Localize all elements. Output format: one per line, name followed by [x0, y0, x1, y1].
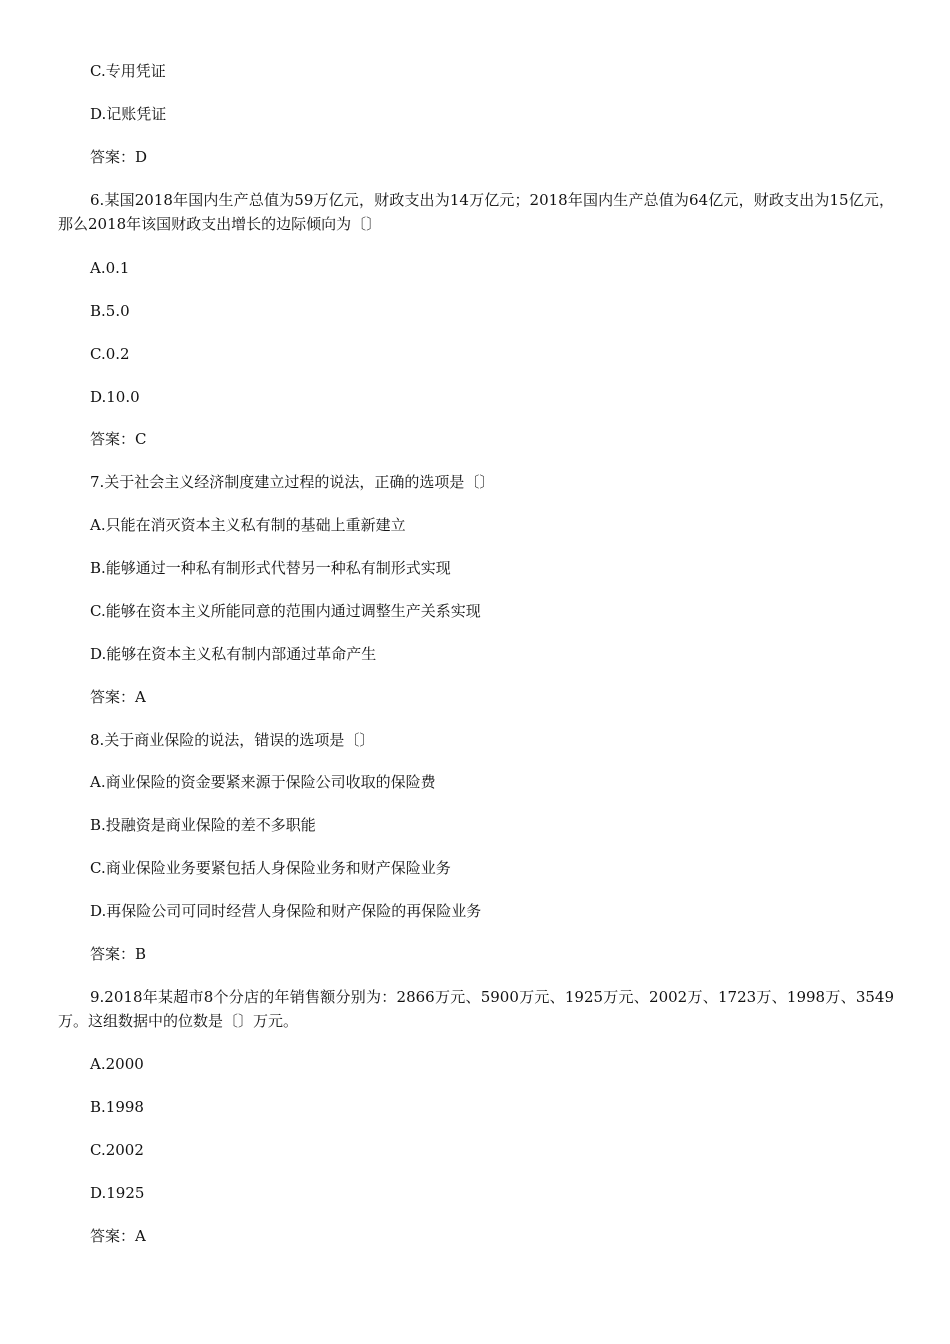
- q6-option-d: D.10.0: [90, 388, 140, 406]
- q9-option-b: B.1998: [90, 1098, 144, 1116]
- q7-question: 7.关于社会主义经济制度建立过程的说法，正确的选项是〔〕: [90, 473, 495, 491]
- q8-option-a: A.商业保险的资金要紧来源于保险公司收取的保险费: [90, 773, 436, 791]
- q9-option-d: D.1925: [90, 1184, 145, 1202]
- q5-option-d: D.记账凭证: [90, 105, 167, 123]
- q8-question: 8.关于商业保险的说法，错误的选项是〔〕: [90, 731, 375, 749]
- q8-answer: 答案：B: [90, 945, 147, 963]
- q8-option-c: C.商业保险业务要紧包括人身保险业务和财产保险业务: [90, 859, 451, 877]
- q8-option-b: B.投融资是商业保险的差不多职能: [90, 816, 316, 834]
- q6-question: 6.某国2018年国内生产总值为59万亿元，财政支出为14万亿元；2018年国内生产总值为64亿元，财政支出为15亿元，那么2018年该国财政支出增长的边际倾向为〔〕: [58, 191, 894, 233]
- q6-option-a: A.0.1: [90, 259, 130, 277]
- q8-option-d: D.再保险公司可同时经营人身保险和财产保险的再保险业务: [90, 902, 482, 920]
- q7-option-a: A.只能在消灭资本主义私有制的基础上重新建立: [90, 516, 406, 534]
- q9-option-a: A.2000: [90, 1055, 144, 1073]
- q9-option-c: C.2002: [90, 1141, 144, 1159]
- q6-answer: 答案：C: [90, 430, 147, 448]
- q7-option-c: C.能够在资本主义所能同意的范围内通过调整生产关系实现: [90, 602, 481, 620]
- q9-question: 9.2018年某超市8个分店的年销售额分别为：2866万元、5900万元、1925万元、2002万、1723万、1998万、3549万。这组数据中的位数是〔〕万元。: [58, 988, 894, 1030]
- q6-option-c: C.0.2: [90, 345, 130, 363]
- q7-option-b: B.能够通过一种私有制形式代替另一种私有制形式实现: [90, 559, 451, 577]
- q6-option-b: B.5.0: [90, 302, 130, 320]
- q7-option-d: D.能够在资本主义私有制内部通过革命产生: [90, 645, 377, 663]
- q5-option-c: C.专用凭证: [90, 62, 166, 80]
- q7-answer: 答案：A: [90, 688, 146, 706]
- q5-answer: 答案：D: [90, 148, 148, 166]
- q9-answer: 答案：A: [90, 1227, 146, 1245]
